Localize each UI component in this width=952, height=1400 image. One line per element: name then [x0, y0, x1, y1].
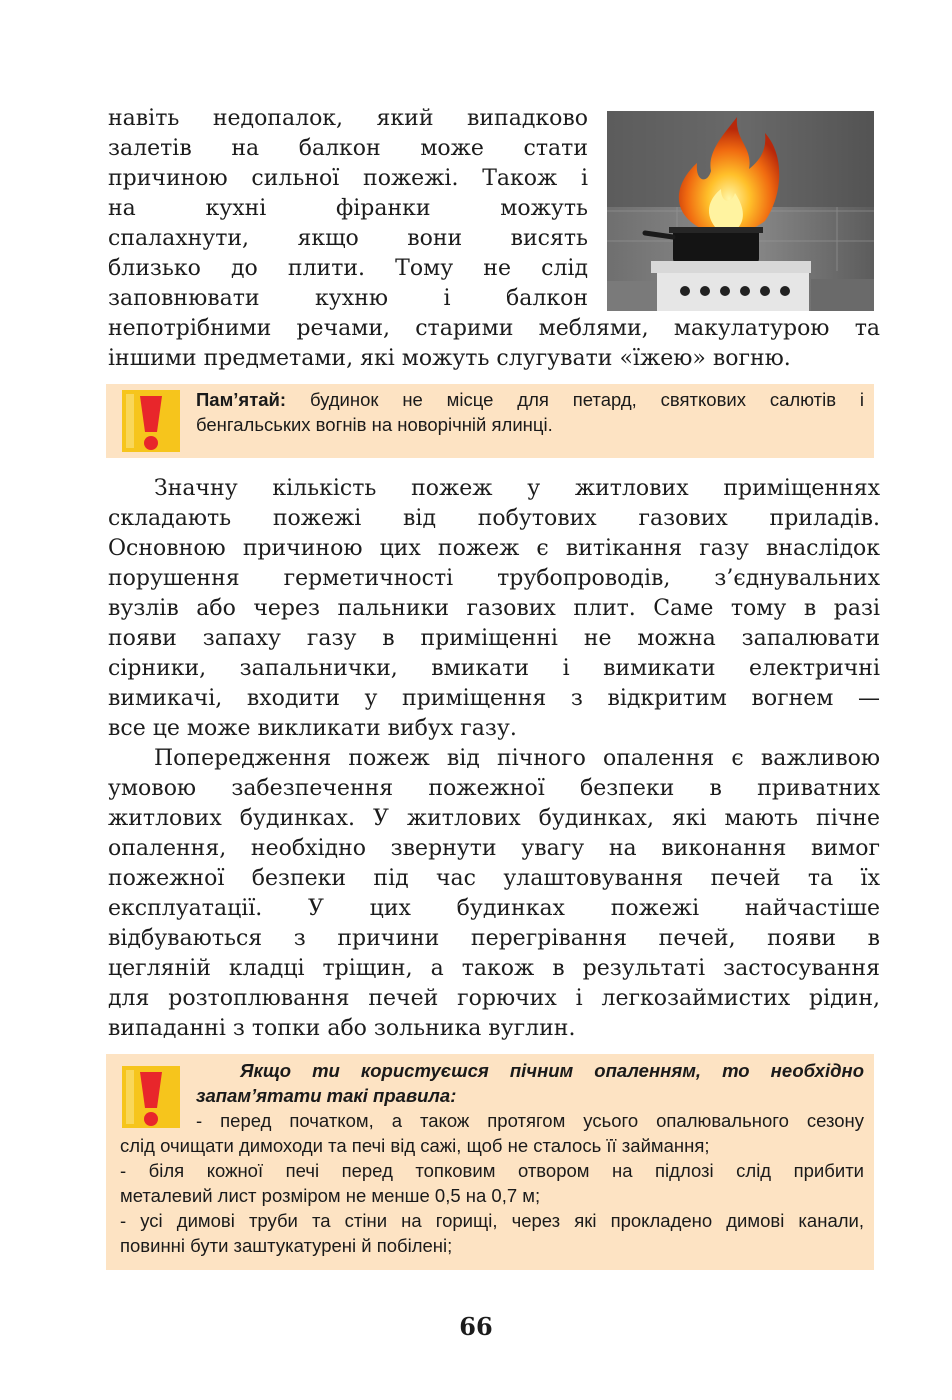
note-line: бенгальських вогнів на новорічній ялинці. [196, 414, 553, 435]
stove-rules-text [120, 1058, 864, 1258]
text-line: Основною причиною цих пожеж є витікання газу внаслідок [108, 536, 880, 561]
text-line: сірники, запальнички, вмикати і вимикати електричні [108, 656, 880, 681]
text-line: умовою забезпечення пожежної безпеки в приватних [108, 776, 880, 801]
rules-heading: запам’ятати такі правила: [196, 1085, 457, 1106]
rule-line: слід очищати димоходи та печі від сажі, щоб не сталось її займання; [120, 1135, 710, 1156]
exclamation-warning-icon [120, 388, 182, 454]
text-line: опалення, необхідно звернути увагу на виконання вимог [108, 836, 880, 861]
text-line: Попередження пожеж від пічного опалення є важливою [154, 746, 880, 771]
paragraph-intro-continued [108, 314, 880, 374]
text-line: житлових будинках. У житлових будинках, які мають пічне [108, 806, 880, 831]
rule-line: металевий лист розміром не менше 0,5 на 0,7 м; [120, 1185, 541, 1206]
text-line: іншими предметами, які можуть слугувати «їжею» вогню. [108, 346, 791, 371]
text-line: заповнювати кухню і балкон [108, 286, 588, 311]
text-line: вимикачі, входити у приміщення з відкритим вогнем — [108, 686, 880, 711]
rules-heading: Якщо ти користуєшся пічним опаленням, то необхідно [240, 1060, 864, 1081]
kitchen-fire-photo [607, 111, 874, 311]
text-line: порушення герметичності трубопроводів, з’єднувальних [108, 566, 880, 591]
stove-rules-note [106, 1054, 874, 1270]
note-text: будинок не місце для петард, святкових салютів і [309, 389, 864, 410]
text-line: цегляній кладці тріщин, а також в результаті застосування [108, 956, 880, 981]
rule-line: - перед початком, а також протягом усього опалювального сезону [196, 1110, 864, 1131]
text-line: вузлів або через пальники газових плит. Саме тому в разі [108, 596, 880, 621]
text-line: появи запаху газу в приміщенні не можна запалювати [108, 626, 880, 651]
note-label: Пам’ятай: [196, 389, 287, 410]
paragraph-gas [108, 474, 880, 744]
text-line: навіть недопалок, який випадково [108, 106, 588, 131]
rule-line: повинні бути заштукатурені й побілені; [120, 1235, 453, 1256]
text-line: на кухні фіранки можуть [108, 196, 588, 221]
text-line: спалахнути, якщо вони висять [108, 226, 588, 251]
text-line: випаданні з топки або зольника вуглин. [108, 1016, 576, 1041]
text-line: для розтоплювання печей горючих і легкозаймистих рідин, [108, 986, 880, 1011]
paragraph-intro [108, 104, 588, 314]
text-line: причиною сильної пожежі. Також і [108, 166, 588, 191]
text-line: відбуваються з причини перегрівання печей, появи в [108, 926, 880, 951]
text-line: близько до плити. Тому не слід [108, 256, 588, 281]
rule-line: - біля кожної печі перед топковим отвором на підлозі слід прибити [120, 1160, 864, 1181]
note-line [196, 387, 864, 412]
rule-line: - усі димові труби та стіни на горищі, через які прокладено димові канали, [120, 1210, 864, 1231]
text-line: непотрібними речами, старими меблями, макулатурою та [108, 316, 880, 341]
paragraph-stove-heating [108, 744, 880, 1044]
text-line: все це може викликати вибух газу. [108, 716, 517, 741]
remember-note-text [196, 387, 864, 437]
text-line: Значну кількість пожеж у житлових приміщеннях [154, 476, 880, 501]
page-number: 66 [459, 1312, 493, 1341]
text-line: залетів на балкон може стати [108, 136, 588, 161]
remember-note [106, 384, 874, 458]
text-line: пожежної безпеки під час улаштовування печей та їх [108, 866, 880, 891]
text-line: складають пожежі від побутових газових приладів. [108, 506, 880, 531]
text-line: експлуатації. У цих будинках пожежі найчастіше [108, 896, 880, 921]
